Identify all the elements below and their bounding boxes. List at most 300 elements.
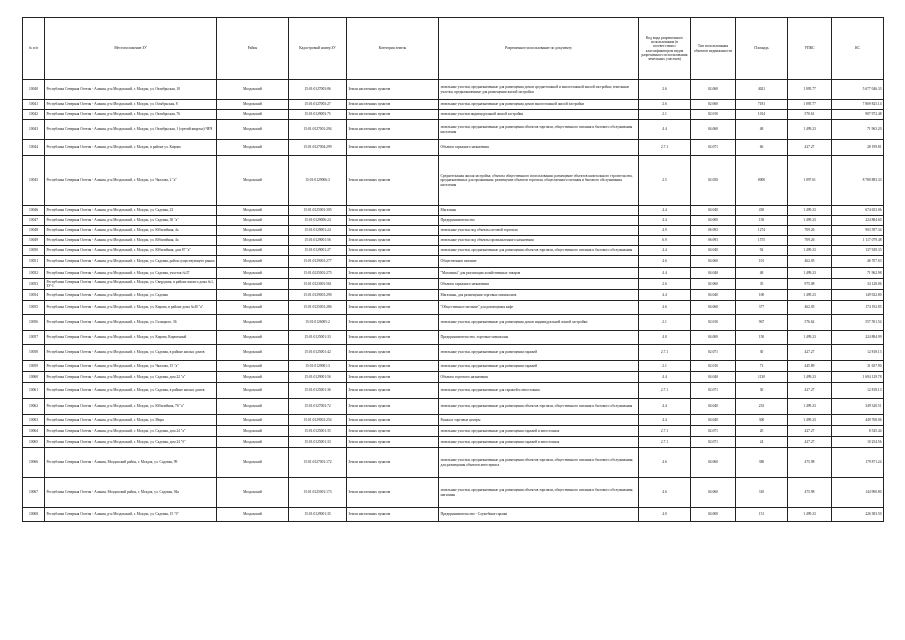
cell-cadastral-number: 15:01:0129001:56 — [289, 236, 347, 246]
cell-permitted-use: Магазины — [439, 206, 639, 216]
cell-use-type: 02:071 — [691, 437, 736, 448]
cell-cadastral-number: 15:01:0125001:286 — [289, 301, 347, 315]
cell-permitted-use: Среднеэтажная жилая застройка; объекты общественного использования; размещение объектов капитального строительства, предназначенных для проживания; размещение объектов торговли, общественного питания и бытового обслуживания населения — [439, 156, 639, 206]
cell-use-code: 6.9 — [639, 236, 691, 246]
cell-use-type: 04:040 — [691, 246, 736, 256]
cell-area: 310 — [736, 478, 788, 508]
cell-district: Моздокский — [217, 110, 289, 120]
cell-permitted-use: земельные участки под объекты оптовой торговли — [439, 226, 639, 236]
cell-land-category: Земли населенных пунктов — [347, 399, 439, 415]
cell-use-code: 4.4 — [639, 120, 691, 140]
cell-district: Моздокский — [217, 383, 289, 399]
cell-land-category: Земли населенных пунктов — [347, 372, 439, 383]
cell-ks: 8 545.44 — [832, 426, 884, 437]
cell-ks: 7 869 825.14 — [832, 100, 884, 110]
cell-permitted-use: земельные участки индивидуальной жилой застройки — [439, 110, 639, 120]
cell-use-code: 4.4 — [639, 399, 691, 415]
cell-cadastral-number: 15:01:0125001:305 — [289, 206, 347, 216]
cell-district: Моздокский — [217, 345, 289, 361]
cell-row-number: 10062 — [23, 399, 45, 415]
cell-permitted-use: земельные участки, предназначенные для размещения объектов торговли, общественного питания и бытового обслуживания — [439, 246, 639, 256]
cell-row-number: 10052 — [23, 268, 45, 279]
cell-location: Республика Северная Осетия - Алания, р-н Моздокский, г. Моздок, ул. Чкалова, 2 "а" — [45, 156, 217, 206]
cell-row-number: 10044 — [23, 140, 45, 156]
cell-district: Моздокский — [217, 120, 289, 140]
cell-use-type: 06:093 — [691, 236, 736, 246]
cell-land-category: Земли населенных пунктов — [347, 301, 439, 315]
table-row — [23, 301, 884, 315]
cell-land-category: Земли населенных пунктов — [347, 120, 439, 140]
cell-row-number: 10053 — [23, 279, 45, 290]
cell-upks: 975.08 — [788, 279, 832, 290]
cell-district: Моздокский — [217, 415, 289, 426]
land-registry-table — [22, 17, 884, 522]
cell-use-code: 2.6 — [639, 80, 691, 100]
cell-use-code: 4.6 — [639, 478, 691, 508]
table-row — [23, 315, 884, 331]
cell-district: Моздокский — [217, 100, 289, 110]
cell-ks: 224 884.99 — [832, 331, 884, 345]
cell-use-code: 2.7.1 — [639, 426, 691, 437]
table-row — [23, 448, 884, 478]
cell-location: Республика Северная Осетия - Алания, р-н Моздокский, г. Моздок, ул. Садовая, дом 24 "а" — [45, 426, 217, 437]
cell-cadastral-number: 15:01:0129001:24 — [289, 226, 347, 236]
cell-use-code: 2.7.1 — [639, 437, 691, 448]
cell-use-type: 04:060 — [691, 478, 736, 508]
cell-area: 7181 — [736, 100, 788, 110]
cell-area: 101 — [736, 256, 788, 268]
cell-use-type: 02:060 — [691, 80, 736, 100]
cell-permitted-use: земельные участки, предназначенные для размещения гаражей и автостоянок — [439, 437, 639, 448]
cell-row-number: 10056 — [23, 315, 45, 331]
cell-ks: 144 900.80 — [832, 478, 884, 508]
cell-row-number: 10042 — [23, 110, 45, 120]
cell-land-category: Земли населенных пунктов — [347, 426, 439, 437]
table-row — [23, 120, 884, 140]
cell-district: Моздокский — [217, 279, 289, 290]
cell-upks: 1 499.23 — [788, 246, 832, 256]
cell-ks: 28 199.81 — [832, 140, 884, 156]
cell-permitted-use: земельные участки, предназначенные для гаражей и автостоянок — [439, 383, 639, 399]
cell-use-type: 04:040 — [691, 415, 736, 426]
cell-area: 300 — [736, 415, 788, 426]
cell-permitted-use: Предпринимательство - Служебные гаражи — [439, 508, 639, 522]
cell-area: 48 — [736, 268, 788, 279]
cell-land-category: Земли населенных пунктов — [347, 256, 439, 268]
cell-use-type: 04:040 — [691, 268, 736, 279]
cell-upks: 427.27 — [788, 383, 832, 399]
table-row — [23, 279, 884, 290]
header-cell: Местоположение ЗУ — [45, 18, 217, 80]
cell-land-category: Земли населенных пунктов — [347, 246, 439, 256]
cell-land-category: Земли населенных пунктов — [347, 236, 439, 246]
cell-row-number: 10045 — [23, 156, 45, 206]
cell-area: 4021 — [736, 80, 788, 100]
cell-cadastral-number: 15:01:0129001:254 — [289, 415, 347, 426]
cell-area: 150 — [736, 216, 788, 226]
cell-district: Моздокский — [217, 290, 289, 301]
cell-ks: 71 962.98 — [832, 268, 884, 279]
cell-use-type: 04:000 — [691, 508, 736, 522]
cell-area: 48 — [736, 120, 788, 140]
cell-permitted-use: "Общественное питание" для размещения кафе — [439, 301, 639, 315]
cell-location: Республика Северная Осетия - Алания, р-н Моздокский, г. Моздок, ул. Юбилейная, дом 87 "а" — [45, 246, 217, 256]
cell-district: Моздокский — [217, 80, 289, 100]
cell-district: Моздокский — [217, 478, 289, 508]
cell-area: 233 — [736, 399, 788, 415]
cell-district: Моздокский — [217, 331, 289, 345]
cell-upks: 1 499.23 — [788, 415, 832, 426]
cell-area: 20 — [736, 426, 788, 437]
cell-ks: 557 591.54 — [832, 315, 884, 331]
cell-area: 30 — [736, 345, 788, 361]
cell-use-code: 2.7.1 — [639, 345, 691, 361]
cell-ks: 907 972.48 — [832, 110, 884, 120]
cell-use-type: 02:060 — [691, 100, 736, 110]
cell-location: Республика Северная Осетия - Алания, Моздокский район, г. Моздок, ул. Садовая, 99 — [45, 448, 217, 478]
cell-ks: 903 597.34 — [832, 226, 884, 236]
table-row — [23, 246, 884, 256]
cell-district: Моздокский — [217, 399, 289, 415]
cell-location: Республика Северная Осетия - Алания, р-н Моздокский, г. Моздок, ул. Садовая, в районе жилых домов — [45, 345, 217, 361]
cell-location: Республика Северная Осетия - Алания, р-н Моздокский, г. Моздок, ул. Юбилейная, 4а — [45, 236, 217, 246]
cell-cadastral-number: 15:01:0123001:561 — [289, 279, 347, 290]
cell-cadastral-number: 15:01:0125001:33 — [289, 331, 347, 345]
cell-use-type: 02:050 — [691, 156, 736, 206]
cell-ks: 12 818.13 — [832, 345, 884, 361]
cell-upks: 1 499.23 — [788, 372, 832, 383]
cell-cadastral-number: 15:01:0129006:3 — [289, 156, 347, 206]
cell-permitted-use: Предпринимательство — [439, 216, 639, 226]
cell-location: Республика Северная Осетия - Алания, р-н Моздокский, г. Моздок, ул. Октябрьская, 10 — [45, 80, 217, 100]
cell-area: 377 — [736, 301, 788, 315]
cell-use-type: 02:071 — [691, 345, 736, 361]
cell-land-category: Земли населенных пунктов — [347, 361, 439, 372]
cell-use-code: 4.4 — [639, 246, 691, 256]
table-row — [23, 226, 884, 236]
cell-land-category: Земли населенных пунктов — [347, 478, 439, 508]
cell-district: Моздокский — [217, 315, 289, 331]
cell-use-code: 2.7.1 — [639, 383, 691, 399]
cell-upks: 427.27 — [788, 140, 832, 156]
cell-row-number: 10048 — [23, 226, 45, 236]
cell-location: Республика Северная Осетия - Алания, р-н Моздокский, г. Моздок, ул. Чкалова, 15 "а" — [45, 361, 217, 372]
cell-row-number: 10057 — [23, 331, 45, 345]
cell-location: Республика Северная Осетия - Алания, р-н Моздокский, г. Моздок, ул. Садовая, дом 24 "б" — [45, 437, 217, 448]
cell-location: Республика Северная Осетия - Алания, р-н Моздокский, г. Моздок, ул. Садовая, район существующего рынка — [45, 256, 217, 268]
cell-district: Моздокский — [217, 140, 289, 156]
cell-permitted-use: земельные участки, предназначенные для размещения объектов торговли, общественного питания и бытового обслуживания населения — [439, 120, 639, 140]
cell-location: Республика Северная Осетия - Алания, р-н Моздокский, г. Моздок, ул. Мира — [45, 415, 217, 426]
cell-ks: 226 383.50 — [832, 508, 884, 522]
cell-permitted-use: земельные участки, предназначенные для размещения гаражей — [439, 361, 639, 372]
cell-area: 92 — [736, 246, 788, 256]
cell-row-number: 10040 — [23, 80, 45, 100]
cell-permitted-use: земельные участки, предназначенные для размещения домов многоэтажной жилой застройки — [439, 100, 639, 110]
cell-row-number: 10049 — [23, 236, 45, 246]
cell-use-code: 2.6 — [639, 100, 691, 110]
cell-use-type: 04:000 — [691, 331, 736, 345]
cell-land-category: Земли населенных пунктов — [347, 216, 439, 226]
cell-land-category: Земли населенных пунктов — [347, 80, 439, 100]
cell-land-category: Земли населенных пунктов — [347, 415, 439, 426]
cell-cadastral-number: 15:01:0129001:27 — [289, 246, 347, 256]
header-cell: КС — [832, 18, 884, 80]
cell-upks: 1 499.23 — [788, 331, 832, 345]
cell-permitted-use: Объекты гаражного назначения — [439, 279, 639, 290]
cell-permitted-use: "Магазины" для реализации хозяйственных товаров — [439, 268, 639, 279]
table-body — [23, 80, 884, 522]
cell-row-number: 10067 — [23, 478, 45, 508]
cell-row-number: 10065 — [23, 437, 45, 448]
cell-ks: 174 192.85 — [832, 301, 884, 315]
cell-use-code: 2.1 — [639, 315, 691, 331]
cell-district: Моздокский — [217, 268, 289, 279]
cell-upks: 475.98 — [788, 448, 832, 478]
cell-upks: 570.61 — [788, 110, 832, 120]
cell-ks: 8 780 883.33 — [832, 156, 884, 206]
cell-district: Моздокский — [217, 256, 289, 268]
header-cell: Площадь — [736, 18, 788, 80]
cell-permitted-use: Предпринимательство, торговые павильоны — [439, 331, 639, 345]
table-row — [23, 256, 884, 268]
cell-district: Моздокский — [217, 236, 289, 246]
cell-location: Республика Северная Осетия - Алания, р-н Моздокский, г. Моздок, ул. Кирова, Кирпичный — [45, 331, 217, 345]
cell-upks: 1 499.23 — [788, 508, 832, 522]
cell-ks: 12 818.13 — [832, 383, 884, 399]
cell-row-number: 10046 — [23, 206, 45, 216]
cell-land-category: Земли населенных пунктов — [347, 331, 439, 345]
cell-district: Моздокский — [217, 426, 289, 437]
cell-row-number: 10059 — [23, 361, 45, 372]
cell-cadastral-number: 15:01:0127004:299 — [289, 140, 347, 156]
cell-permitted-use: земельные участки, предназначенные для размещения объектов торговли, общественного питания и бытового обслуживания — [439, 399, 639, 415]
cell-use-code: 4.6 — [639, 256, 691, 268]
cell-cadastral-number: 15:01:0127001:294 — [289, 120, 347, 140]
cell-row-number: 10061 — [23, 383, 45, 399]
cell-upks: 1 095.77 — [788, 100, 832, 110]
cell-cadastral-number: 15:01:0127003:86 — [289, 80, 347, 100]
cell-location: Республика Северная Осетия - Алания, р-н Моздокский, г. Моздок, ул. Юбилейная, 4а — [45, 226, 217, 236]
cell-upks: 462.05 — [788, 301, 832, 315]
header-cell: Разрешенное использование по документу — [439, 18, 639, 80]
cell-use-code: 2.7.1 — [639, 140, 691, 156]
cell-use-type: 02:010 — [691, 315, 736, 331]
cell-permitted-use: земельные участки, предназначенные для размещения объектов торговли, общественного питания и бытового обслуживания; для размещения объектов автосервиса — [439, 448, 639, 478]
cell-row-number: 10055 — [23, 301, 45, 315]
cell-use-code: 4.9 — [639, 226, 691, 236]
cell-use-type: 04:000 — [691, 216, 736, 226]
cell-use-code: 4.0 — [639, 508, 691, 522]
table-row — [23, 415, 884, 426]
cell-ks: 46 707.03 — [832, 256, 884, 268]
cell-permitted-use: земельные участки, предназначенные для размещения объектов торговли, общественного питания и бытового обслуживания; магазины — [439, 478, 639, 508]
cell-cadastral-number: 15:01:0127001:172 — [289, 448, 347, 478]
table-row — [23, 372, 884, 383]
cell-location: Республика Северная Осетия - Алания, р-н Моздокский, г. Моздок, ул. Октябрьская, 1 (третий квартал) ЧЕЧ — [45, 120, 217, 140]
cell-district: Моздокский — [217, 301, 289, 315]
cell-district: Моздокский — [217, 226, 289, 236]
header-cell: Кадастровый номер ЗУ — [289, 18, 347, 80]
cell-cadastral-number: 15:01:0125001:173 — [289, 478, 347, 508]
table-row — [23, 100, 884, 110]
cell-land-category: Земли населенных пунктов — [347, 315, 439, 331]
table-row — [23, 383, 884, 399]
cell-land-category: Земли населенных пунктов — [347, 226, 439, 236]
cell-location: Республика Северная Осетия - Алания, р-н Моздокский, г. Моздок, ул. Свердлова, в районе жилого дома №1, ЗУ-1 — [45, 279, 217, 290]
table-row — [23, 236, 884, 246]
cell-upks: 1 499.23 — [788, 120, 832, 140]
table-row — [23, 426, 884, 437]
cell-use-type: 04:040 — [691, 290, 736, 301]
cell-land-category: Земли населенных пунктов — [347, 290, 439, 301]
header-cell: № п/п — [23, 18, 45, 80]
cell-row-number: 10068 — [23, 508, 45, 522]
table-row — [23, 268, 884, 279]
cell-location: Республика Северная Осетия - Алания, р-н Моздокский, г. Моздок, ул. Садовая, 15 "б" — [45, 508, 217, 522]
cell-ks: 674 653.06 — [832, 206, 884, 216]
cell-location: Республика Северная Осетия - Алания, р-н Моздокский, г. Моздок, в районе ул. Кирова — [45, 140, 217, 156]
cell-row-number: 10051 — [23, 256, 45, 268]
cell-row-number: 10058 — [23, 345, 45, 361]
cell-row-number: 10050 — [23, 246, 45, 256]
cell-upks: 576.62 — [788, 315, 832, 331]
cell-area: 71 — [736, 361, 788, 372]
cell-location: Республика Северная Осетия - Алания, р-н Моздокский, г. Моздок, ул. Галицкого, 36 — [45, 315, 217, 331]
cell-area: 1274 — [736, 226, 788, 236]
cell-ks: 349 320.51 — [832, 399, 884, 415]
cell-cadastral-number: 15:01:0125001:35 — [289, 426, 347, 437]
cell-land-category: Земли населенных пунктов — [347, 279, 439, 290]
cell-use-type: 04:060 — [691, 120, 736, 140]
cell-use-type: 04:060 — [691, 448, 736, 478]
header-cell: УПКС — [788, 18, 832, 80]
cell-cadastral-number: 15:01:0127003:72 — [289, 399, 347, 415]
header-cell: Категория земель — [347, 18, 439, 80]
table-row — [23, 290, 884, 301]
cell-location: Республика Северная Осетия - Алания, р-н Моздокский, г. Моздок, ул. Садовая, участок №37 — [45, 268, 217, 279]
cell-ks: 179 871.24 — [832, 448, 884, 478]
cell-land-category: Земли населенных пунктов — [347, 156, 439, 206]
cell-land-category: Земли населенных пунктов — [347, 508, 439, 522]
cell-row-number: 10060 — [23, 372, 45, 383]
table-row — [23, 399, 884, 415]
cell-area: 1130 — [736, 372, 788, 383]
cell-upks: 1 097.61 — [788, 156, 832, 206]
cell-permitted-use: Рынки и торговые центры — [439, 415, 639, 426]
cell-permitted-use: земельные участки, предназначенные для размещения домов индивидуальной жилой застройки — [439, 315, 639, 331]
table-row — [23, 216, 884, 226]
cell-land-category: Земли населенных пунктов — [347, 100, 439, 110]
cell-use-code: 4.4 — [639, 206, 691, 216]
cell-ks: 34 128.06 — [832, 279, 884, 290]
cell-use-type: 04:060 — [691, 256, 736, 268]
cell-ks: 5 677 046.33 — [832, 80, 884, 100]
cell-ks: 449 768.06 — [832, 415, 884, 426]
table-row — [23, 345, 884, 361]
table-row — [23, 140, 884, 156]
cell-ks: 224 884.60 — [832, 216, 884, 226]
cell-upks: 1 499.23 — [788, 268, 832, 279]
cell-cadastral-number: 15:01:0129001:290 — [289, 290, 347, 301]
cell-row-number: 10066 — [23, 448, 45, 478]
cell-upks: 1 499.23 — [788, 206, 832, 216]
cell-upks: 1 499.23 — [788, 216, 832, 226]
cell-use-type: 04:040 — [691, 206, 736, 216]
cell-cadastral-number: 15:01:0125001:36 — [289, 383, 347, 399]
cell-area: 8000 — [736, 156, 788, 206]
cell-use-type: 02:060 — [691, 279, 736, 290]
cell-area: 35 — [736, 279, 788, 290]
cell-location: Республика Северная Осетия - Алания, р-н Моздокский, г. Моздок, ул. Садовая, 23 — [45, 206, 217, 216]
table-row — [23, 206, 884, 216]
cell-land-category: Земли населенных пунктов — [347, 448, 439, 478]
cell-use-code: 4.4 — [639, 268, 691, 279]
cell-cadastral-number: 15:01:0129001:277 — [289, 256, 347, 268]
cell-use-type: 02:071 — [691, 383, 736, 399]
cell-upks: 709.26 — [788, 226, 832, 236]
cell-land-category: Земли населенных пунктов — [347, 268, 439, 279]
cell-land-category: Земли населенных пунктов — [347, 383, 439, 399]
cell-permitted-use: земельные участки, предназначенные для размещения домов среднеэтажной и многоэтажной жилой застройки; земельные участки, предназначенные для размещения жилой застройки — [439, 80, 639, 100]
cell-permitted-use: Объекты торгового назначения — [439, 372, 639, 383]
cell-district: Моздокский — [217, 372, 289, 383]
cell-use-code: 4.4 — [639, 372, 691, 383]
cell-permitted-use: Магазины, для размещения торговых павильонов — [439, 290, 639, 301]
cell-row-number: 10041 — [23, 100, 45, 110]
cell-upks: 709.26 — [788, 236, 832, 246]
cell-ks: 149 922.80 — [832, 290, 884, 301]
cell-area: 30 — [736, 383, 788, 399]
cell-cadastral-number: 15:01:0129003:75 — [289, 110, 347, 120]
cell-area: 66 — [736, 140, 788, 156]
table-row — [23, 331, 884, 345]
cell-permitted-use: земельные участки, предназначенные для размещения гаражей — [439, 345, 639, 361]
cell-use-type: 02:010 — [691, 110, 736, 120]
cell-cadastral-number: 15:01:0129006:24 — [289, 216, 347, 226]
cell-use-code: 4.4 — [639, 216, 691, 226]
cell-cadastral-number: 15:01:0129001:35 — [289, 508, 347, 522]
cell-use-type: 04:040 — [691, 372, 736, 383]
cell-use-code: 4.4 — [639, 290, 691, 301]
cell-upks: 427.27 — [788, 345, 832, 361]
cell-use-code: 2.5 — [639, 156, 691, 206]
cell-district: Моздокский — [217, 216, 289, 226]
cell-location: Республика Северная Осетия - Алания, р-н Моздокский, г. Моздок, ул. Садовая, в районе жилых домов — [45, 383, 217, 399]
cell-upks: 427.27 — [788, 426, 832, 437]
cell-upks: 475.98 — [788, 478, 832, 508]
cell-use-code: 4.0 — [639, 331, 691, 345]
cell-district: Моздокский — [217, 206, 289, 216]
cell-area: 100 — [736, 290, 788, 301]
cell-location: Республика Северная Осетия - Алания, р-н Моздокский, г. Моздок, ул. Octябрьская, 8 — [45, 100, 217, 110]
cell-cadastral-number: 15:01:0125001:33 — [289, 437, 347, 448]
cell-cadastral-number: 15:01:0126005:2 — [289, 315, 347, 331]
cell-cadastral-number: 15:01:0125001:275 — [289, 268, 347, 279]
cell-land-category: Земли населенных пунктов — [347, 206, 439, 216]
cell-location: Республика Северная Осетия - Алания, р-н Моздокский, г. Моздок, ул. Юбилейная, 76 "а" — [45, 399, 217, 415]
table-row — [23, 110, 884, 120]
table-row — [23, 437, 884, 448]
cell-use-type: 04:060 — [691, 301, 736, 315]
cell-use-type: 06:093 — [691, 226, 736, 236]
cell-land-category: Земли населенных пунктов — [347, 110, 439, 120]
cell-area: 151 — [736, 508, 788, 522]
cell-ks: 71 963.20 — [832, 120, 884, 140]
cell-district: Моздокский — [217, 508, 289, 522]
cell-district: Моздокский — [217, 246, 289, 256]
table-row — [23, 478, 884, 508]
